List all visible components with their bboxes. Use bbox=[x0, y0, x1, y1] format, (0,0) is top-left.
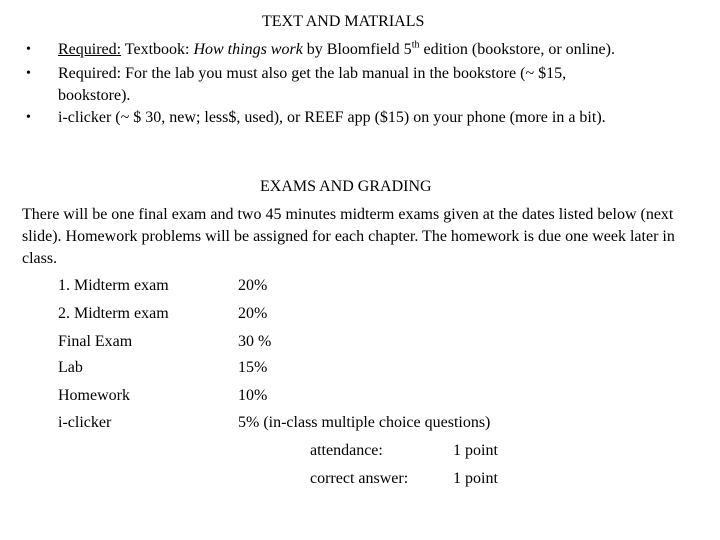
materials-heading: TEXT AND MATRIALS bbox=[262, 13, 425, 30]
bullet-icon: • bbox=[26, 42, 31, 57]
grade-row-label: Lab bbox=[58, 359, 83, 376]
iclicker-subrow-value: 1 point bbox=[453, 470, 498, 487]
book-title: How things work bbox=[193, 41, 303, 58]
edition-superscript: th bbox=[411, 39, 420, 51]
iclicker-subrow-value: 1 point bbox=[453, 442, 498, 459]
grade-row-value: 15% bbox=[238, 359, 268, 376]
materials-item-lab-manual-line1: Required: For the lab you must also get the lab manual in the bookstore (~ $15, bbox=[58, 65, 567, 82]
grade-row-value: 10% bbox=[238, 387, 268, 404]
grade-row-value: 20% bbox=[238, 277, 268, 294]
grade-row-value: 30 % bbox=[238, 333, 272, 350]
grade-row-label: i-clicker bbox=[58, 414, 112, 431]
grade-row-label: 2. Midterm exam bbox=[58, 305, 169, 322]
bullet-icon: • bbox=[26, 110, 31, 125]
grade-row-label: Final Exam bbox=[58, 333, 133, 350]
materials-item-lab-manual-line2: bookstore). bbox=[58, 87, 131, 104]
book-edition: edition (bookstore, or online). bbox=[419, 41, 615, 58]
textbook-prefix: Textbook: bbox=[121, 41, 194, 58]
grading-paragraph: There will be one final exam and two 45 minutes midterm exams given at the dates listed below (next slide). Homework problems will be assigned for each chapter. The homework is due one week later in class. bbox=[22, 206, 675, 267]
book-author: by Bloomfield 5 bbox=[302, 41, 412, 58]
grade-row-value: 5% (in-class multiple choice questions) bbox=[238, 414, 491, 431]
materials-item-textbook bbox=[58, 40, 615, 60]
grading-heading: EXAMS AND GRADING bbox=[260, 178, 432, 195]
iclicker-subrow-label: attendance: bbox=[310, 442, 383, 459]
grade-row-value: 20% bbox=[238, 305, 268, 322]
materials-item-iclicker: i-clicker (~ $ 30, new; less$, used), or REEF app ($15) on your phone (more in a bit). bbox=[58, 109, 606, 126]
grade-row-label: Homework bbox=[58, 387, 130, 404]
iclicker-subrow-label: correct answer: bbox=[310, 470, 409, 487]
required-label: Required: bbox=[58, 41, 122, 58]
bullet-icon: • bbox=[26, 66, 31, 81]
grade-row-label: 1. Midterm exam bbox=[58, 277, 169, 294]
